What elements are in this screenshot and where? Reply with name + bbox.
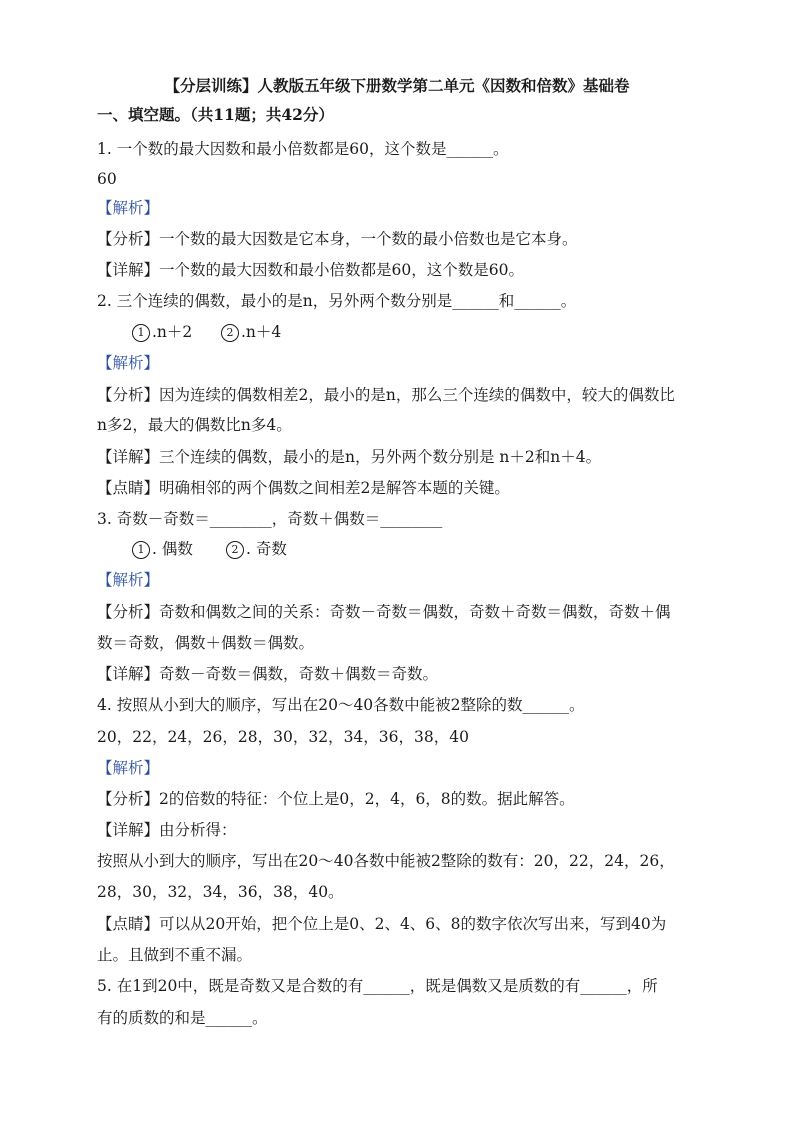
q4-answer: 20，22，24，26，28，30，32，34，36，38，40: [97, 728, 469, 746]
q4-point-line1: 【点睛】可以从20开始，把个位上是0、2、4、6、8的数字依次写出来，写到40为: [97, 915, 667, 933]
q2-question: 2. 三个连续的偶数，最小的是n，另外两个数分别是______和______。: [97, 292, 577, 310]
q1-jiexi-label: 【解析】: [97, 199, 160, 217]
q3-analysis-line1: 【分析】奇数和偶数之间的关系：奇数－奇数＝偶数，奇数＋奇数＝偶数，奇数＋偶: [97, 603, 671, 621]
doc-title: 【分层训练】人教版五年级下册数学第二单元《因数和倍数》基础卷: [164, 76, 630, 95]
q3-jiexi-label: 【解析】: [97, 571, 160, 589]
circled-number-1: 1: [132, 324, 150, 342]
circled-number-2: 2: [221, 324, 239, 342]
q4-analysis: 【分析】2的倍数的特征：个位上是0，2，4，6，8的数。据此解答。: [97, 790, 575, 808]
q3-detail: 【详解】奇数－奇数＝偶数，奇数＋偶数＝奇数。: [97, 665, 439, 683]
q2-answer-1: 1 .n＋2: [132, 321, 192, 343]
q1-question: 1. 一个数的最大因数和最小倍数都是60，这个数是______。: [97, 140, 509, 158]
q2-answer-2: 2 .n＋4: [221, 321, 281, 343]
q3-analysis-line2: 数＝奇数，偶数＋偶数＝偶数。: [97, 634, 315, 652]
q2-jiexi-label: 【解析】: [97, 354, 160, 372]
q4-detail-line1: 【详解】由分析得：: [97, 821, 237, 839]
q4-point-line2: 止。且做到不重不漏。: [97, 946, 253, 964]
q2-detail: 【详解】三个连续的偶数，最小的是n，另外两个数分别是 n＋2和n＋4。: [97, 448, 602, 466]
q2-point: 【点睛】明确相邻的两个偶数之间相差2是解答本题的关键。: [97, 479, 510, 497]
q2-analysis-line1: 【分析】因为连续的偶数相差2，最小的是n，那么三个连续的偶数中，较大的偶数比: [97, 386, 675, 404]
q4-question: 4. 按照从小到大的顺序，写出在20～40各数中能被2整除的数______。: [97, 696, 585, 714]
q1-detail: 【详解】一个数的最大因数和最小倍数都是60，这个数是60。: [97, 261, 524, 279]
circled-number-2: 2: [226, 541, 244, 559]
q4-detail-line2: 按照从小到大的顺序，写出在20～40各数中能被2整除的数有：20，22，24，26，: [97, 852, 675, 870]
q1-analysis: 【分析】一个数的最大因数是它本身，一个数的最小倍数也是它本身。: [97, 230, 578, 248]
q2-analysis-line2: n多2，最大的偶数比n多4。: [97, 416, 292, 434]
q3-answer-1: 1 . 偶数: [132, 538, 193, 560]
section-heading: 一、填空题。（共11题；共42分）: [97, 105, 334, 124]
q3-question: 3. 奇数－奇数＝________，奇数＋偶数＝________: [97, 510, 443, 528]
q5-question-line2: 有的质数的和是______。: [97, 1009, 268, 1027]
q4-detail-line3: 28，30，32，34，36，38，40。: [97, 883, 344, 901]
circled-number-1: 1: [132, 541, 150, 559]
q1-answer: 60: [97, 170, 117, 188]
q5-question-line1: 5. 在1到20中，既是奇数又是合数的有______，既是偶数又是质数的有______，所: [97, 977, 658, 995]
q4-jiexi-label: 【解析】: [97, 759, 160, 777]
q3-answer-2: 2 . 奇数: [226, 538, 287, 560]
